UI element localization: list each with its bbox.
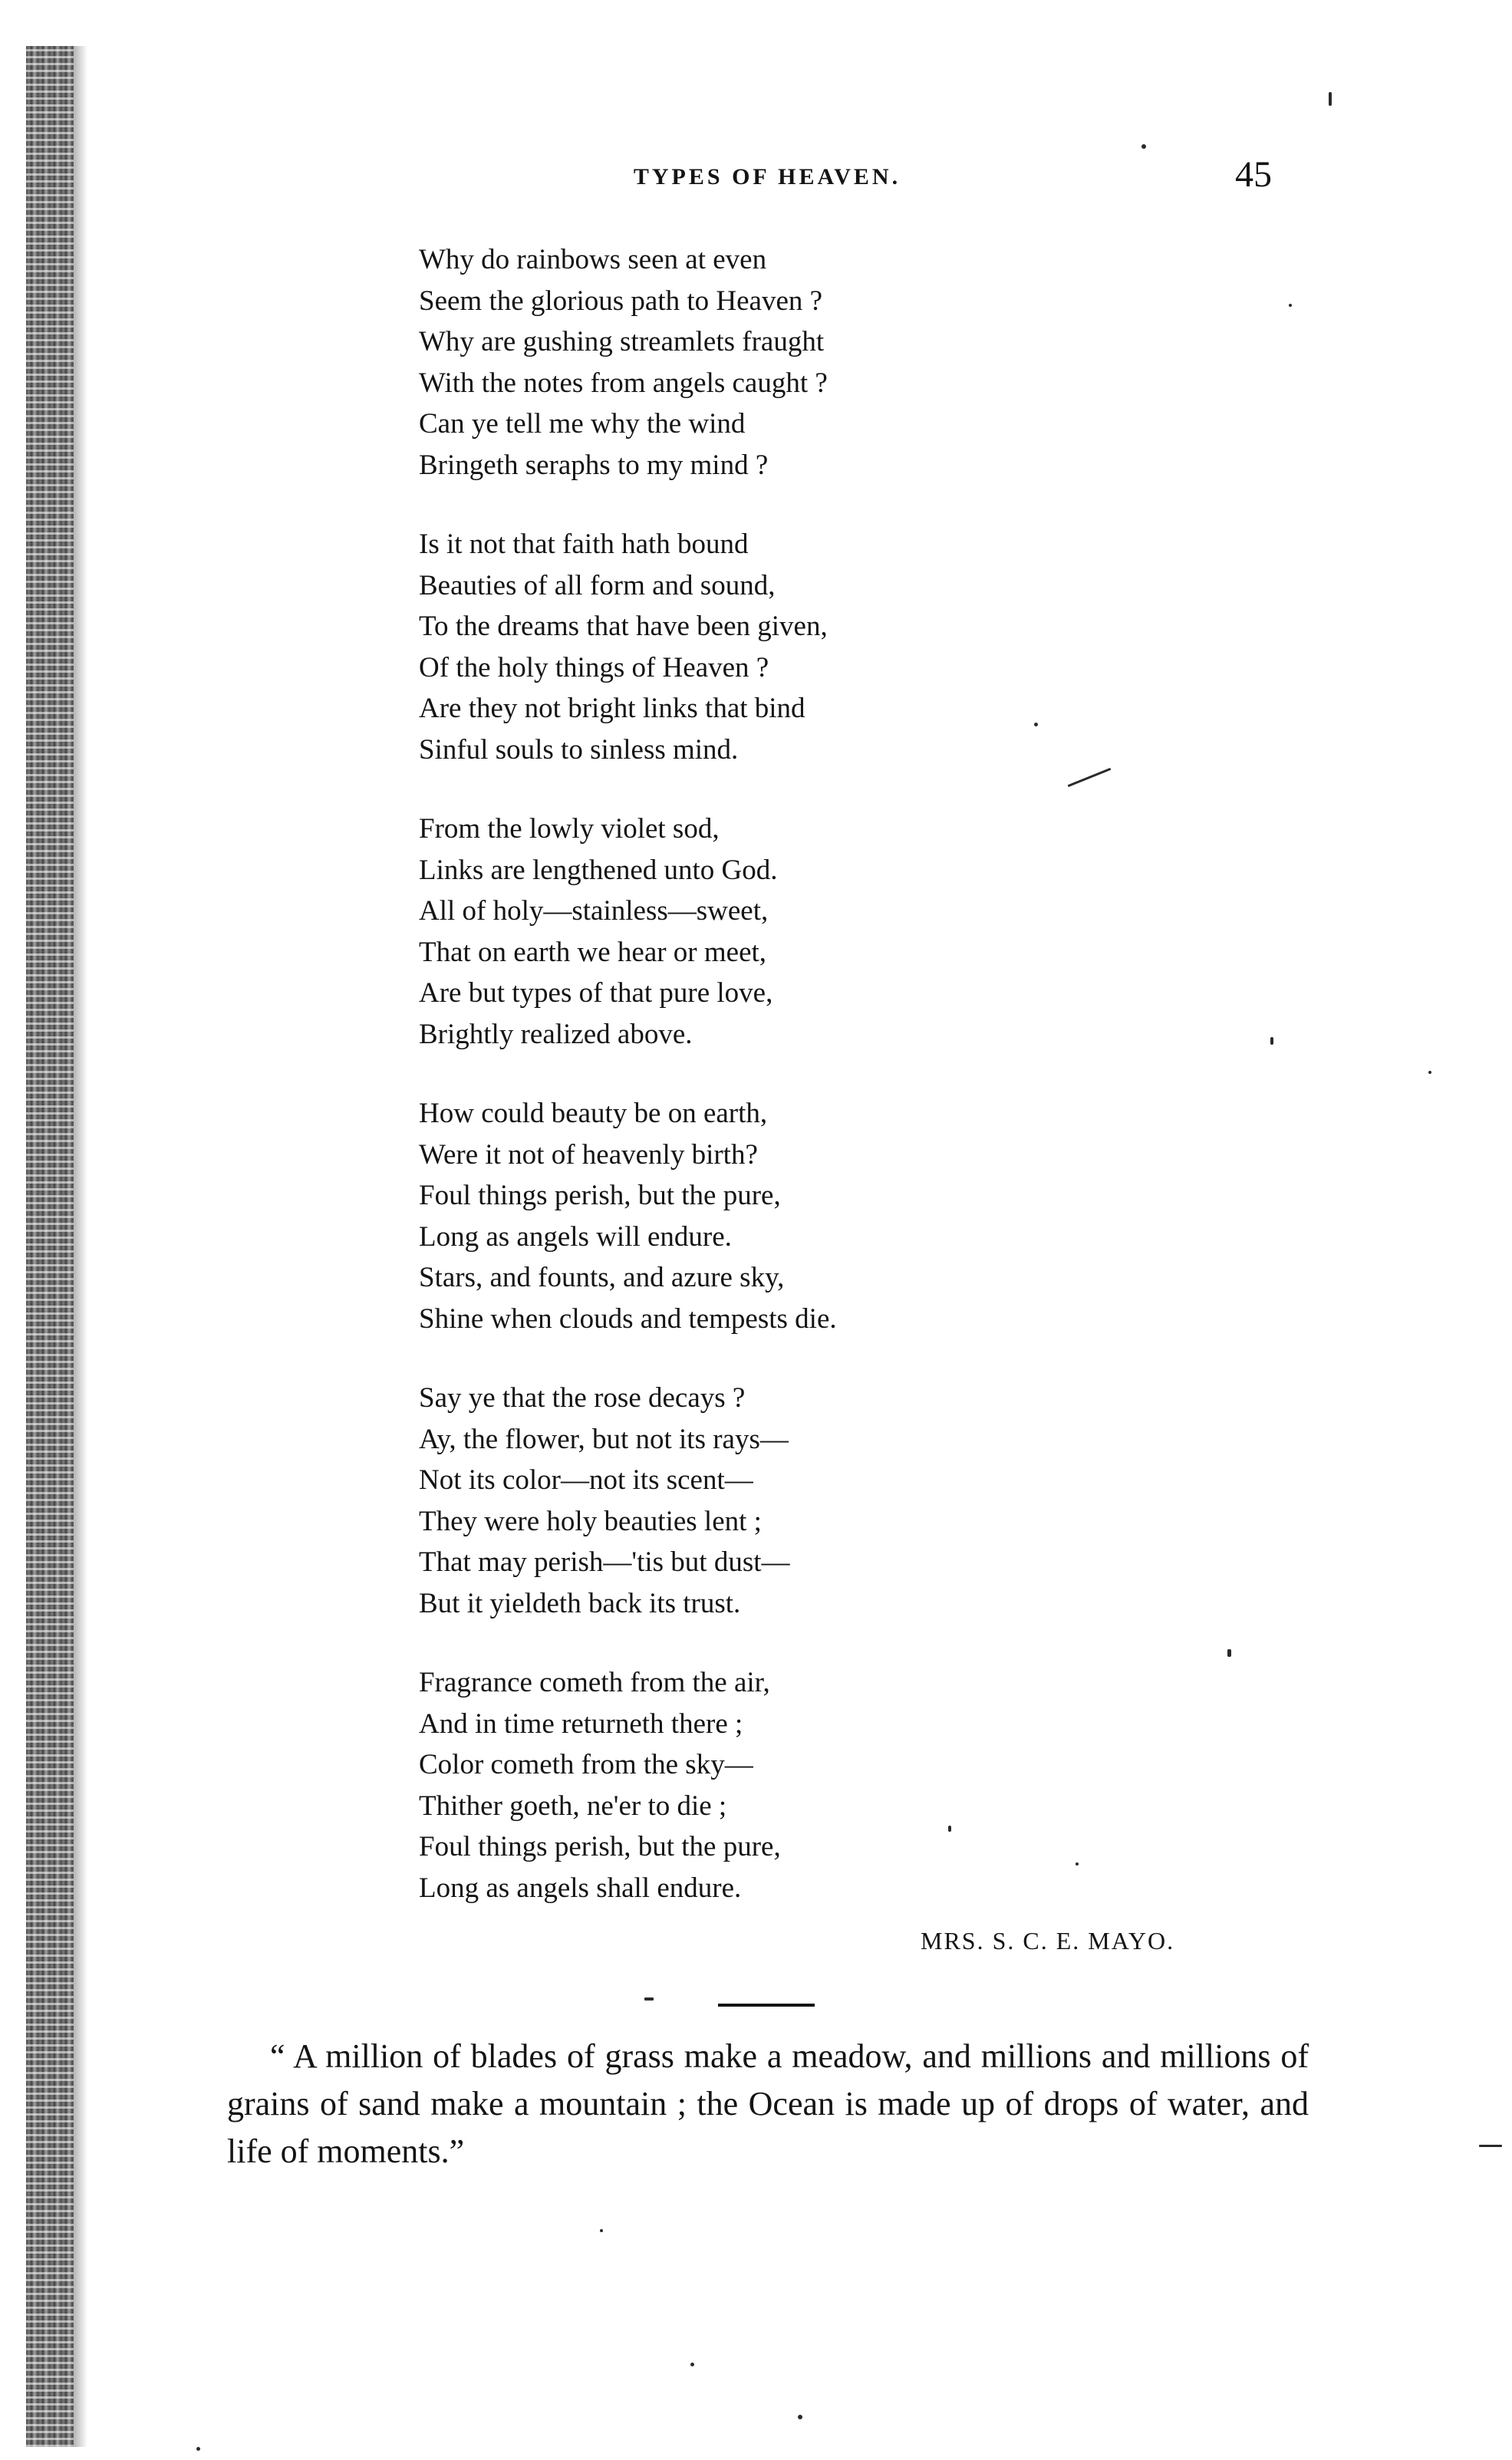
quote-text: “ A million of blades of grass make a meadow, and millions and millions of grains of sand make a mountain ; the Ocean is made up of drops of water, and life of moments.”	[227, 2037, 1309, 2170]
stanza-2	[419, 524, 1301, 770]
poem-line: Color cometh from the sky—	[419, 1749, 753, 1780]
poem-line: Fragrance cometh from the air,	[419, 1667, 770, 1698]
poem-line: Beauties of all form and sound,	[419, 569, 776, 601]
poem-line: From the lowly violet sod,	[419, 813, 720, 845]
quote-block	[227, 2033, 1309, 2175]
poem-line: Bringeth seraphs to my mind ?	[419, 449, 769, 481]
page-number: 45	[1235, 154, 1272, 195]
book-binding-edge	[26, 46, 74, 2447]
poem-line: Can ye tell me why the wind	[419, 408, 746, 440]
poem-line: Sinful souls to sinless mind.	[419, 733, 739, 766]
poem-line: Foul things perish, but the pure,	[419, 1180, 781, 1211]
poem-line: Were it not of heavenly birth?	[419, 1138, 758, 1171]
poem-line: Of the holy things of Heaven ?	[419, 651, 769, 683]
poem-line: Are they not bright links that bind	[419, 693, 805, 724]
running-head: TYPES OF HEAVEN.	[633, 164, 901, 189]
poem-line: Is it not that faith hath bound	[419, 529, 749, 560]
stanza-5	[419, 1378, 1301, 1624]
poem-line: Stars, and founts, and azure sky,	[419, 1262, 785, 1293]
poem-line: To the dreams that have been given,	[419, 611, 828, 642]
poem-line: All of holy—stainless—sweet,	[419, 895, 769, 927]
poem-line: Why are gushing streamlets fraught	[419, 326, 825, 357]
stanza-6	[419, 1662, 1301, 1908]
poem-line: Shine when clouds and tempests die.	[419, 1302, 837, 1335]
scan-speck	[1329, 92, 1332, 106]
poem-line: With the notes from angels caught ?	[419, 367, 828, 399]
scan-speck	[1289, 304, 1292, 307]
scan-speck	[1076, 1862, 1079, 1866]
scan-speck	[644, 1997, 654, 2001]
stanza-4	[419, 1093, 1301, 1339]
poem-author: MRS. S. C. E. MAYO.	[921, 1927, 1175, 1954]
scan-speck	[1428, 1071, 1431, 1074]
binding-shadow	[74, 46, 87, 2447]
poem-line: Links are lengthened unto God.	[419, 854, 778, 886]
scan-speck	[1227, 1649, 1231, 1657]
scan-speck	[948, 1826, 951, 1832]
poem-line: Long as angels shall endure.	[419, 1872, 742, 1904]
poem	[419, 239, 1301, 1947]
section-divider	[718, 2004, 815, 2007]
scan-speck	[1034, 723, 1038, 726]
scan-speck	[690, 2363, 694, 2366]
stanza-1	[419, 239, 1301, 486]
poem-line: That may perish—'tis but dust—	[419, 1546, 790, 1578]
poem-line: They were holy beauties lent ;	[419, 1505, 762, 1537]
stanza-3	[419, 808, 1301, 1055]
poem-line: Ay, the flower, but not its rays—	[419, 1423, 789, 1455]
poem-line: Not its color—not its scent—	[419, 1464, 753, 1496]
poem-line: Thither goeth, ne'er to die ;	[419, 1790, 727, 1822]
poem-line: Say ye that the rose decays ?	[419, 1382, 746, 1414]
scan-speck	[1141, 144, 1146, 149]
scan-speck	[600, 2229, 603, 2232]
poem-line: Long as angels will endure.	[419, 1220, 732, 1253]
poem-line: Foul things perish, but the pure,	[419, 1831, 781, 1862]
poem-line: And in time returneth there ;	[419, 1708, 743, 1740]
poem-line: That on earth we hear or meet,	[419, 936, 767, 968]
poem-line: Why do rainbows seen at even	[419, 244, 767, 275]
poem-line: Seem the glorious path to Heaven ?	[419, 285, 823, 317]
poem-line: But it yieldeth back its trust.	[419, 1587, 741, 1619]
scan-speck	[1270, 1037, 1273, 1045]
poem-line: Brightly realized above.	[419, 1018, 693, 1050]
scan-speck	[1479, 2145, 1502, 2147]
scan-speck	[798, 2415, 802, 2419]
poem-line: Are but types of that pure love,	[419, 977, 773, 1009]
scan-speck	[196, 2447, 200, 2451]
poem-line: How could beauty be on earth,	[419, 1098, 768, 1129]
